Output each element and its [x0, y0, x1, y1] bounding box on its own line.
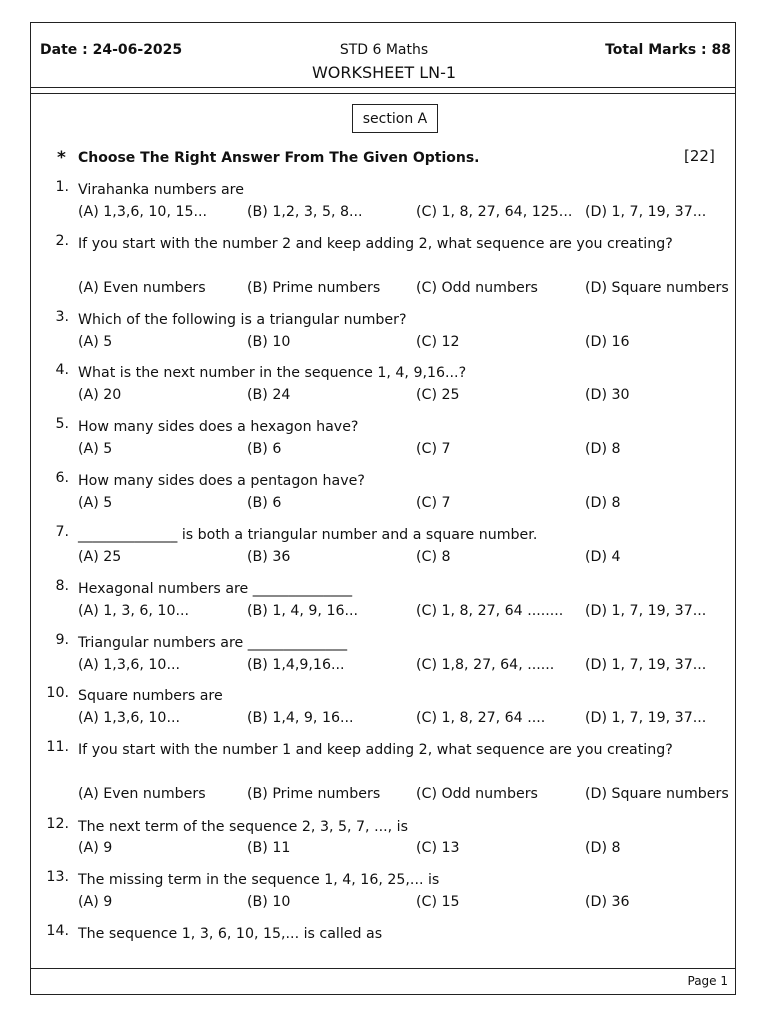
question-text: The sequence 1, 3, 6, 10, 15,... is called as — [78, 926, 383, 942]
question-text: What is the next number in the sequence 1, 4, 9,16...? — [78, 365, 467, 381]
option-d: (D) 1, 7, 19, 37... — [585, 710, 707, 726]
question-text: If you start with the number 1 and keep adding 2, what sequence are you creating? — [78, 742, 673, 758]
option-c: (C) 1, 8, 27, 64 .... — [416, 710, 546, 726]
question-number: 1. — [55, 179, 69, 195]
option-c: (C) 1, 8, 27, 64, 125... — [416, 204, 573, 220]
option-a: (A) 1,3,6, 10... — [78, 710, 180, 726]
option-c: (C) 25 — [416, 387, 460, 403]
option-c: (C) 12 — [416, 334, 460, 350]
option-c: (C) 1, 8, 27, 64 ........ — [416, 603, 564, 619]
page-number: Page 1 — [687, 974, 728, 988]
worksheet-date: Date : 24-06-2025 — [40, 42, 183, 58]
question-text: How many sides does a pentagon have? — [78, 473, 365, 489]
option-d: (D) 16 — [585, 334, 630, 350]
option-a: (A) 1,3,6, 10... — [78, 657, 180, 673]
option-d: (D) 1, 7, 19, 37... — [585, 204, 707, 220]
section-label: section A — [352, 104, 438, 133]
option-b: (B) 10 — [247, 894, 291, 910]
option-b: (B) 1,2, 3, 5, 8... — [247, 204, 363, 220]
option-b: (B) 11 — [247, 840, 291, 856]
option-a: (A) 20 — [78, 387, 122, 403]
header-divider-top — [30, 87, 736, 88]
option-d: (D) 8 — [585, 441, 621, 457]
question-number: 10. — [46, 685, 69, 701]
question-number: 3. — [55, 309, 69, 325]
option-b: (B) 24 — [247, 387, 291, 403]
question-number: 6. — [55, 470, 69, 486]
question-number: 12. — [46, 816, 69, 832]
option-b: (B) 1,4, 9, 16... — [247, 710, 354, 726]
question-text: Which of the following is a triangular number? — [78, 312, 407, 328]
option-a: (A) 9 — [78, 894, 113, 910]
worksheet-subject: STD 6 Maths — [339, 42, 429, 58]
total-marks: Total Marks : 88 — [605, 42, 731, 58]
option-d: (D) 4 — [585, 549, 621, 565]
option-c: (C) 8 — [416, 549, 451, 565]
option-b: (B) 6 — [247, 441, 282, 457]
option-a: (A) 5 — [78, 495, 113, 511]
question-text: Virahanka numbers are — [78, 182, 244, 198]
question-text: ______________ is both a triangular number and a square number. — [78, 527, 538, 543]
option-a: (A) Even numbers — [78, 786, 206, 802]
option-d: (D) 36 — [585, 894, 630, 910]
footer-divider — [30, 968, 736, 969]
option-b: (B) Prime numbers — [247, 280, 381, 296]
question-number: 7. — [55, 524, 69, 540]
option-b: (B) Prime numbers — [247, 786, 381, 802]
question-text: Square numbers are — [78, 688, 223, 704]
question-number: 14. — [46, 923, 69, 939]
option-a: (A) Even numbers — [78, 280, 206, 296]
question-number: 9. — [55, 632, 69, 648]
instruction-star-icon: * — [57, 148, 66, 168]
instruction-marks: [22] — [684, 147, 715, 165]
option-a: (A) 25 — [78, 549, 122, 565]
option-d: (D) 30 — [585, 387, 630, 403]
option-b: (B) 6 — [247, 495, 282, 511]
option-c: (C) 7 — [416, 495, 451, 511]
question-number: 4. — [55, 362, 69, 378]
option-d: (D) 1, 7, 19, 37... — [585, 603, 707, 619]
question-number: 5. — [55, 416, 69, 432]
option-c: (C) Odd numbers — [416, 786, 538, 802]
option-b: (B) 1,4,9,16... — [247, 657, 345, 673]
question-text: The next term of the sequence 2, 3, 5, 7, ..., is — [78, 819, 408, 835]
option-a: (A) 1, 3, 6, 10... — [78, 603, 190, 619]
question-text: The missing term in the sequence 1, 4, 16, 25,... is — [78, 872, 440, 888]
option-d: (D) 8 — [585, 495, 621, 511]
option-b: (B) 10 — [247, 334, 291, 350]
option-c: (C) 7 — [416, 441, 451, 457]
instruction-text: Choose The Right Answer From The Given Options. — [78, 150, 480, 166]
question-number: 13. — [46, 869, 69, 885]
option-c: (C) 13 — [416, 840, 460, 856]
option-c: (C) Odd numbers — [416, 280, 538, 296]
question-text: Triangular numbers are ______________ — [78, 635, 348, 651]
option-d: (D) 1, 7, 19, 37... — [585, 657, 707, 673]
option-d: (D) Square numbers — [585, 786, 729, 802]
question-number: 11. — [46, 739, 69, 755]
question-text: How many sides does a hexagon have? — [78, 419, 359, 435]
question-text: If you start with the number 2 and keep adding 2, what sequence are you creating? — [78, 236, 673, 252]
question-number: 2. — [55, 233, 69, 249]
option-b: (B) 1, 4, 9, 16... — [247, 603, 359, 619]
option-a: (A) 9 — [78, 840, 113, 856]
option-a: (A) 5 — [78, 334, 113, 350]
option-d: (D) Square numbers — [585, 280, 729, 296]
worksheet-title: WORKSHEET LN-1 — [311, 63, 457, 82]
question-text: Hexagonal numbers are ______________ — [78, 581, 353, 597]
question-number: 8. — [55, 578, 69, 594]
option-a: (A) 5 — [78, 441, 113, 457]
option-c: (C) 1,8, 27, 64, ...... — [416, 657, 555, 673]
option-d: (D) 8 — [585, 840, 621, 856]
option-b: (B) 36 — [247, 549, 291, 565]
page-border — [30, 22, 736, 995]
option-a: (A) 1,3,6, 10, 15... — [78, 204, 208, 220]
option-c: (C) 15 — [416, 894, 460, 910]
header-divider-bottom — [30, 93, 736, 94]
